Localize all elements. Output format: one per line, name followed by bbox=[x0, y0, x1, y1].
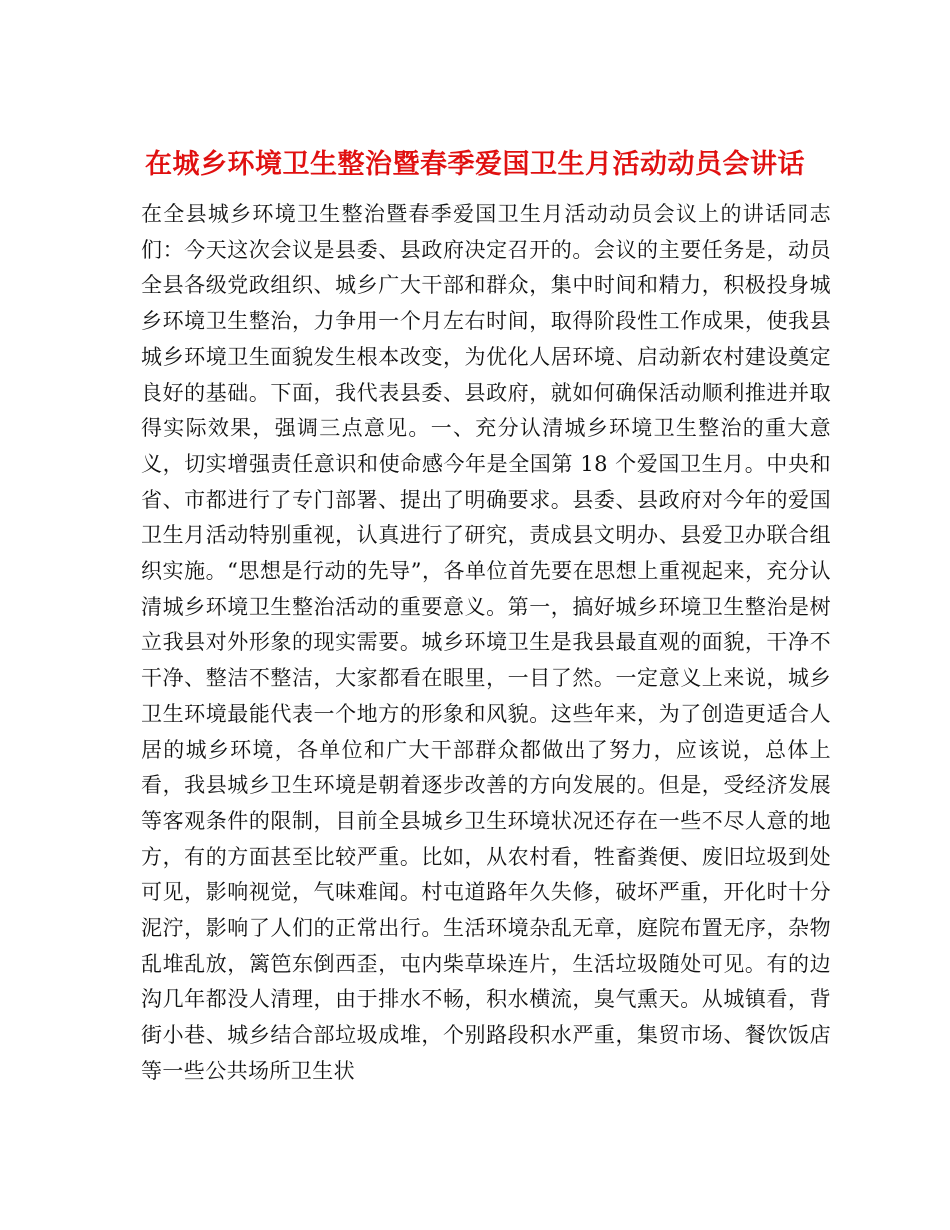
document-body-text: 在全县城乡环境卫生整治暨春季爱国卫生月活动动员会议上的讲话同志们：今天这次会议是县委、县政府决定召开的。会议的主要任务是，动员全县各级党政组织、城乡广大干部和群众，集中时间和精力，积极投身城乡环境卫生整治，力争用一个月左右时间，取得阶段性工作成果，使我县城乡环境卫生面貌发生根本改变，为优化人居环境、启动新农村建设奠定良好的基础。下面，我代表县委、县政府，就如何确保活动顺利推进并取得实际效果，强调三点意见。一、充分认清城乡环境卫生整治的重大意义，切实增强责任意识和使命感今年是全国第 18 个爱国卫生月。中央和省、市都进行了专门部署、提出了明确要求。县委、县政府对今年的爱国卫生月活动特别重视，认真进行了研究，责成县文明办、县爱卫办联合组织实施。“思想是行动的先导”，各单位首先要在思想上重视起来，充分认清城乡环境卫生整治活动的重要意义。第一，搞好城乡环境卫生整治是树立我县对外形象的现实需要。城乡环境卫生是我县最直观的面貌，干净不干净、整洁不整洁，大家都看在眼里，一目了然。一定意义上来说，城乡卫生环境最能代表一个地方的形象和风貌。这些年来，为了创造更适合人居的城乡环境，各单位和广大干部群众都做出了努力，应该说，总体上看，我县城乡卫生环境是朝着逐步改善的方向发展的。但是，受经济发展等客观条件的限制，目前全县城乡卫生环境状况还存在一些不尽人意的地方，有的方面甚至比较严重。比如，从农村看，牲畜粪便、废旧垃圾到处可见，影响视觉，气味难闻。村屯道路年久失修，破坏严重，开化时十分泥泞，影响了人们的正常出行。生活环境杂乱无章，庭院布置无序，杂物乱堆乱放，篱笆东倒西歪，屯内柴草垛连片，生活垃圾随处可见。有的边沟几年都没人清理，由于排水不畅，积水横流，臭气熏天。从城镇看，背街小巷、城乡结合部垃圾成堆，个别路段积水严重，集贸市场、餐饮饭店等一些公共场所卫生状 bbox=[141, 202, 831, 1083]
document-title: 在城乡环境卫生整治暨春季爱国卫生月活动动员会讲话 bbox=[145, 149, 805, 181]
